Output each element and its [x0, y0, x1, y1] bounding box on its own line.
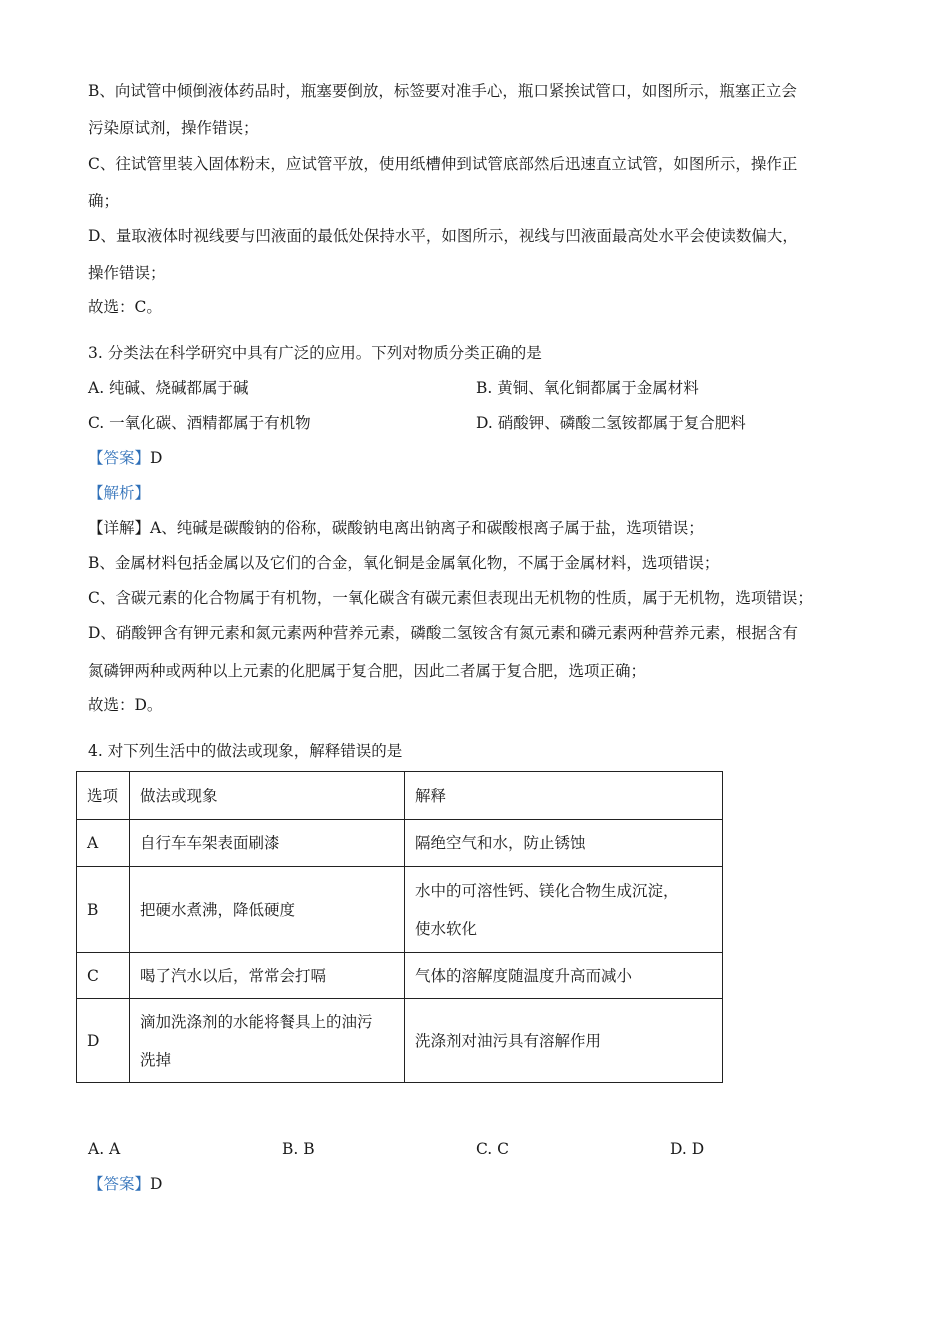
q4-option-a: A. A	[88, 1140, 121, 1158]
prev-analysis-b-line1: B、向试管中倾倒液体药品时，瓶塞要倒放，标签要对准手心，瓶口紧挨试管口，如图所示，瓶塞正立会	[88, 82, 797, 100]
q4-option-c: C. C	[476, 1140, 510, 1158]
row-explanation	[405, 867, 723, 953]
row-practice: 喝了汽水以后，常常会打嗝	[130, 953, 405, 999]
q3-stem: 3. 分类法在科学研究中具有广泛的应用。下列对物质分类正确的是	[88, 344, 542, 362]
table-row	[77, 999, 723, 1083]
row-explanation: 洗涤剂对油污具有溶解作用	[405, 999, 723, 1083]
q4-answer	[88, 1174, 162, 1194]
answer-value: D	[150, 449, 163, 467]
prev-analysis-conclusion: 故选：C。	[88, 298, 162, 316]
practice-line1: 滴加洗涤剂的水能将餐具上的油污	[140, 1012, 373, 1031]
prev-analysis-b-line2: 污染原试剂，操作错误；	[88, 119, 259, 137]
table-header-row	[77, 772, 723, 820]
row-explanation: 气体的溶解度随温度升高而减小	[405, 953, 723, 999]
q3-detail-b: B、金属材料包括金属以及它们的合金，氧化铜是金属氧化物，不属于金属材料，选项错误；	[88, 554, 720, 572]
row-option: A	[77, 820, 130, 867]
detail-tag: 【详解】	[88, 519, 151, 537]
q3-detail-c: C、含碳元素的化合物属于有机物，一氧化碳含有碳元素但表现出无机物的性质，属于无机物，选项错误；	[88, 589, 813, 607]
q4-table	[76, 771, 723, 1083]
analysis-tag: 【解析】	[88, 484, 151, 502]
prev-analysis-d-line2: 操作错误；	[88, 264, 166, 282]
q4-stem: 4. 对下列生活中的做法或现象，解释错误的是	[88, 742, 403, 760]
row-option: D	[77, 999, 130, 1083]
q4-option-b: B. B	[282, 1140, 315, 1158]
q3-option-d: D. 硝酸钾、磷酸二氢铵都属于复合肥料	[476, 414, 746, 432]
prev-analysis-c-line2: 确；	[88, 192, 120, 210]
explanation-line1: 水中的可溶性钙、镁化合物生成沉淀，	[415, 881, 679, 900]
q3-option-c: C. 一氧化碳、酒精都属于有机物	[88, 414, 311, 432]
q4-option-d: D. D	[670, 1140, 705, 1158]
q3-detail-d-line1: D、硝酸钾含有钾元素和氮元素两种营养元素，磷酸二氢铵含有氮元素和磷元素两种营养元素，根据含有	[88, 624, 798, 642]
q3-conclusion: 故选：D。	[88, 696, 163, 714]
row-explanation: 隔绝空气和水，防止锈蚀	[405, 820, 723, 867]
row-option: B	[77, 867, 130, 953]
table-row	[77, 953, 723, 999]
q3-detail-d-line2: 氮磷钾两种或两种以上元素的化肥属于复合肥，因此二者属于复合肥，选项正确；	[88, 662, 647, 680]
row-practice: 把硬水煮沸，降低硬度	[130, 867, 405, 953]
detail-a-text: A、纯碱是碳酸钠的俗称，碳酸钠电离出钠离子和碳酸根离子属于盐，选项错误；	[150, 519, 704, 537]
q3-detail-a	[88, 518, 704, 538]
explanation-line2: 使水软化	[415, 919, 478, 938]
answer-tag: 【答案】	[88, 449, 151, 467]
prev-analysis-c-line1: C、往试管里装入固体粉末，应试管平放，使用纸槽伸到试管底部然后迅速直立试管，如图所示，操作正	[88, 155, 798, 173]
practice-line2: 洗掉	[140, 1050, 172, 1069]
q3-option-b: B. 黄铜、氧化铜都属于金属材料	[476, 379, 699, 397]
row-practice: 自行车车架表面刷漆	[130, 820, 405, 867]
q3-analysis-tag	[88, 483, 150, 503]
row-practice	[130, 999, 405, 1083]
answer-tag: 【答案】	[88, 1175, 151, 1193]
table-row	[77, 820, 723, 867]
header-practice: 做法或现象	[130, 772, 405, 820]
q3-answer	[88, 448, 162, 468]
header-option: 选项	[77, 772, 130, 820]
header-explanation: 解释	[405, 772, 723, 820]
q3-option-a: A. 纯碱、烧碱都属于碱	[88, 379, 249, 397]
answer-value: D	[150, 1175, 163, 1193]
row-option: C	[77, 953, 130, 999]
table-row	[77, 867, 723, 953]
prev-analysis-d-line1: D、量取液体时视线要与凹液面的最低处保持水平，如图所示，视线与凹液面最高处水平会使读数偏大，	[88, 227, 798, 245]
